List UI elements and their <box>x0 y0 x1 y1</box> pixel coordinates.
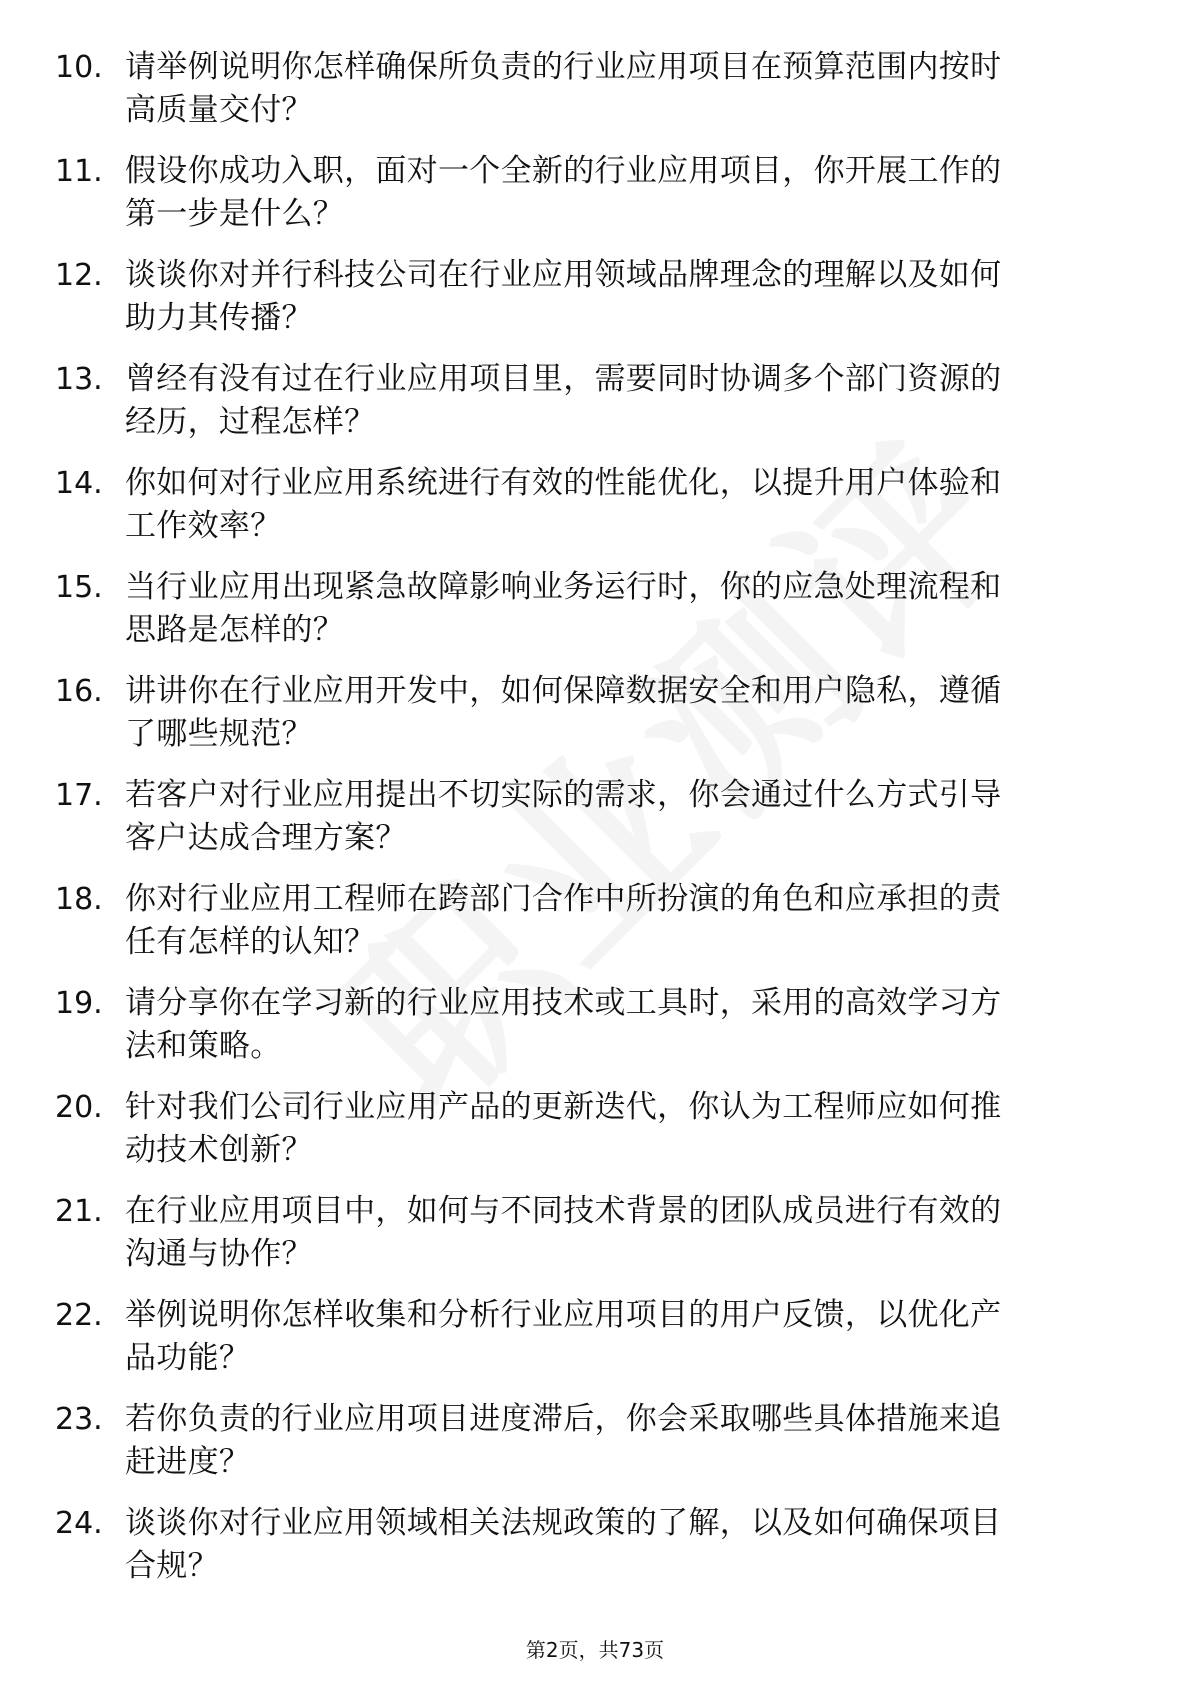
question-line: 合规？ <box>125 1548 219 1584</box>
question-line: 工作效率？ <box>125 508 282 544</box>
question-line: 若客户对行业应用提出不切实际的需求，你会通过什么方式引导 <box>125 777 1002 813</box>
question-item <box>0 982 1190 1086</box>
question-line: 假设你成功入职，面对一个全新的行业应用项目，你开展工作的 <box>125 153 1002 189</box>
question-line: 针对我们公司行业应用产品的更新迭代，你认为工程师应如何推 <box>125 1089 1002 1125</box>
question-item <box>0 462 1190 566</box>
question-text <box>125 150 1120 236</box>
question-text <box>125 46 1120 132</box>
question-text <box>125 878 1120 964</box>
question-line: 请分享你在学习新的行业应用技术或工具时，采用的高效学习方 <box>125 985 1002 1021</box>
question-number: 21. <box>55 1194 103 1229</box>
question-item <box>0 774 1190 878</box>
question-number: 12. <box>55 258 103 293</box>
question-number: 16. <box>55 674 103 709</box>
question-line: 赶进度？ <box>125 1444 251 1480</box>
question-line: 第一步是什么？ <box>125 196 345 232</box>
question-number: 10. <box>55 50 103 85</box>
question-item <box>0 254 1190 358</box>
question-number: 17. <box>55 778 103 813</box>
question-text <box>125 566 1120 652</box>
question-line: 当行业应用出现紧急故障影响业务运行时，你的应急处理流程和 <box>125 569 1002 605</box>
question-number: 14. <box>55 466 103 501</box>
question-item <box>0 878 1190 982</box>
question-line: 你对行业应用工程师在跨部门合作中所扮演的角色和应承担的责 <box>125 881 1002 917</box>
question-line: 法和策略。 <box>125 1028 282 1064</box>
question-item <box>0 1398 1190 1502</box>
question-line: 讲讲你在行业应用开发中，如何保障数据安全和用户隐私，遵循 <box>125 673 1002 709</box>
question-line: 助力其传播？ <box>125 300 313 336</box>
question-text <box>125 670 1120 756</box>
question-item <box>0 1502 1190 1606</box>
question-number: 18. <box>55 882 103 917</box>
question-item <box>0 1294 1190 1398</box>
question-text <box>125 1398 1120 1484</box>
question-item <box>0 1086 1190 1190</box>
question-line: 谈谈你对行业应用领域相关法规政策的了解，以及如何确保项目 <box>125 1505 1002 1541</box>
question-line: 任有怎样的认知？ <box>125 924 376 960</box>
question-number: 22. <box>55 1298 103 1333</box>
question-number: 19. <box>55 986 103 1021</box>
question-line: 高质量交付？ <box>125 92 313 128</box>
question-text <box>125 254 1120 340</box>
question-item <box>0 1190 1190 1294</box>
question-text <box>125 1502 1120 1588</box>
question-number: 20. <box>55 1090 103 1125</box>
question-text <box>125 774 1120 860</box>
question-item <box>0 358 1190 462</box>
question-line: 曾经有没有过在行业应用项目里，需要同时协调多个部门资源的 <box>125 361 1002 397</box>
question-line: 动技术创新？ <box>125 1132 313 1168</box>
question-text <box>125 982 1120 1068</box>
question-text <box>125 1190 1120 1276</box>
question-text <box>125 1294 1120 1380</box>
question-item <box>0 150 1190 254</box>
question-line: 品功能？ <box>125 1340 251 1376</box>
question-item <box>0 566 1190 670</box>
question-number: 23. <box>55 1402 103 1437</box>
page-footer <box>0 1638 1190 1662</box>
question-number: 24. <box>55 1506 103 1541</box>
question-text <box>125 462 1120 548</box>
question-line: 在行业应用项目中，如何与不同技术背景的团队成员进行有效的 <box>125 1193 1002 1229</box>
question-line: 客户达成合理方案？ <box>125 820 407 856</box>
question-line: 你如何对行业应用系统进行有效的性能优化，以提升用户体验和 <box>125 465 1002 501</box>
question-text <box>125 358 1120 444</box>
question-list <box>0 46 1190 1606</box>
question-line: 经历，过程怎样？ <box>125 404 376 440</box>
page-number-label: 第2页，共73页 <box>525 1638 665 1662</box>
question-number: 13. <box>55 362 103 397</box>
question-line: 思路是怎样的？ <box>125 612 345 648</box>
question-number: 15. <box>55 570 103 605</box>
question-line: 了哪些规范？ <box>125 716 313 752</box>
question-item <box>0 670 1190 774</box>
question-line: 举例说明你怎样收集和分析行业应用项目的用户反馈，以优化产 <box>125 1297 1002 1333</box>
question-line: 请举例说明你怎样确保所负责的行业应用项目在预算范围内按时 <box>125 49 1002 85</box>
question-item <box>0 46 1190 150</box>
question-number: 11. <box>55 154 103 189</box>
question-line: 若你负责的行业应用项目进度滞后，你会采取哪些具体措施来追 <box>125 1401 1002 1437</box>
question-text <box>125 1086 1120 1172</box>
question-line: 谈谈你对并行科技公司在行业应用领域品牌理念的理解以及如何 <box>125 257 1002 293</box>
question-line: 沟通与协作？ <box>125 1236 313 1272</box>
